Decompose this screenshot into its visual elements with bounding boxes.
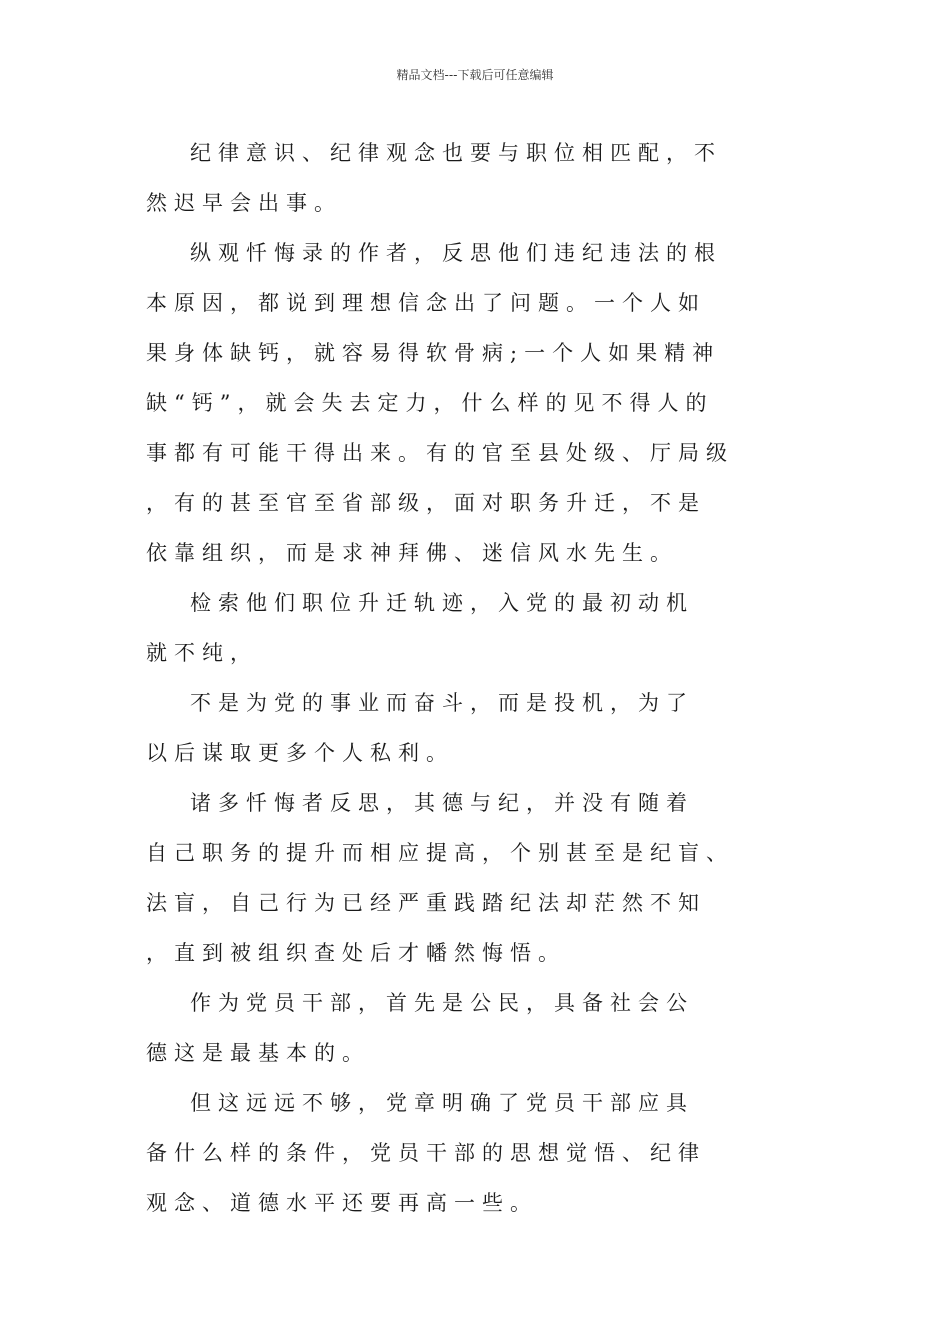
page-header: 精品文档---下载后可任意编辑 [396,68,554,82]
text-line: 纪律意识、纪律观念也要与职位相匹配，不 [190,141,722,165]
text-line: 备什么样的条件，党员干部的思想觉悟、纪律 [146,1141,706,1165]
text-line: 以后谋取更多个人私利。 [146,741,454,765]
text-line: 缺“钙”，就会失去定力，什么样的见不得人的 [146,391,714,415]
text-line: 本原因，都说到理想信念出了问题。一个人如 [146,291,706,315]
text-line: 但这远远不够，党章明确了党员干部应具 [190,1091,694,1115]
text-line: 作为党员干部，首先是公民，具备社会公 [190,991,694,1015]
text-line: 不是为党的事业而奋斗，而是投机，为了 [190,691,694,715]
text-line: 事都有可能干得出来。有的官至县处级、厅局级 [146,441,734,465]
text-line: ，有的甚至官至省部级，面对职务升迁，不是 [146,491,706,515]
text-line: 德这是最基本的。 [146,1041,370,1065]
text-line: 依靠组织，而是求神拜佛、迷信风水先生。 [146,541,678,565]
text-line: 自己职务的提升而相应提高，个别甚至是纪盲、 [146,841,734,865]
text-line: 诸多忏悔者反思，其德与纪，并没有随着 [190,791,694,815]
text-line: 检索他们职位升迁轨迹，入党的最初动机 [190,591,694,615]
text-line: ，直到被组织查处后才幡然悔悟。 [146,941,566,965]
text-line: 纵观忏悔录的作者，反思他们违纪违法的根 [190,241,722,265]
text-line: 果身体缺钙，就容易得软骨病;一个人如果精神 [146,341,721,365]
document-body [146,133,810,1233]
text-line: 观念、道德水平还要再高一些。 [146,1191,538,1215]
text-line: 法盲，自己行为已经严重践踏纪法却茫然不知 [146,891,706,915]
text-line: 然迟早会出事。 [146,191,342,215]
text-line: 就不纯， [146,641,258,665]
